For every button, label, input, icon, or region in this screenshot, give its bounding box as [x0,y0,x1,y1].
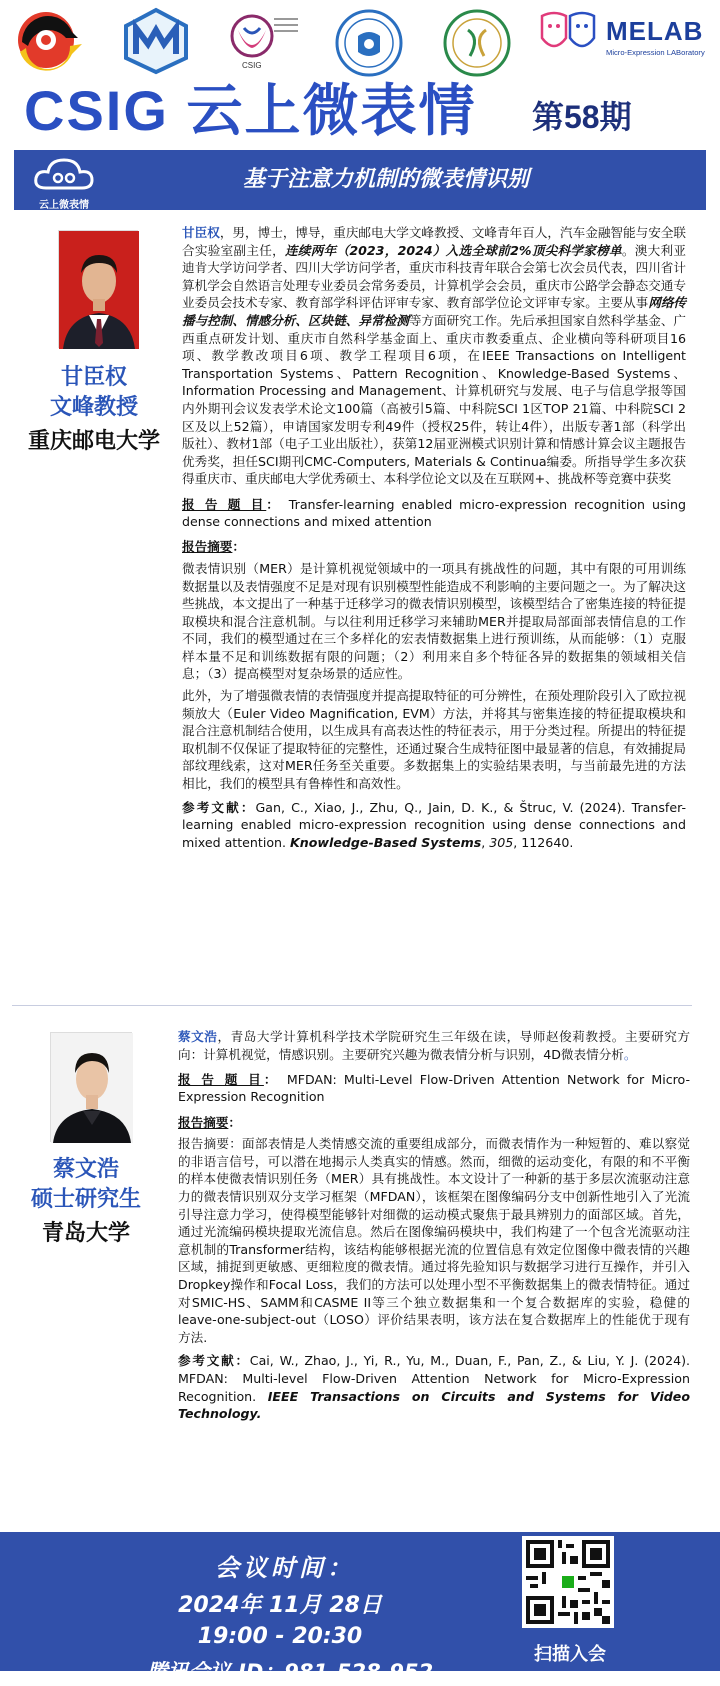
speaker-2-ref-journal: IEEE Transactions on Circuits and Systems for Video Technology. [178,1388,690,1422]
speaker-2-bio-text: ，青岛大学计算机科学技术学院研究生三年级在读，导师赵俊莉教授。主要研究方向：计算机视觉，情感识别。主要研究兴趣为微表情分析与识别，4D微表情分析 [178,1029,691,1062]
meeting-time-label: 会议时间： [215,1554,355,1582]
mask-icon [536,8,600,64]
speaker-2-content [178,1028,690,1423]
speaker-1-reference: 参考文献：Gan, C., Xiao, J., Zhu, Q., Jain, D. K., & Štruc, V. (2024). Transfer-learning enabled micro-expression recognition using dense connections and mixed attention. Knowledge-Based Systems, 305, 112640. [182,799,686,850]
meeting-date: 2024年 11月 28日 [178,1593,382,1618]
speaker-2-bio-name: 蔡文浩 [178,1029,218,1044]
speaker-1-org: 重庆邮电大学 [27,429,160,454]
speaker-2-abstract-label: 报告摘要 [178,1114,229,1130]
speaker-1-abstract-p1: 微表情识别（MER）是计算机视觉领域中的一项具有挑战性的问题，其中有限的可用训练数据量以及表情强度不足是对现有识别模型性能造成不利影响的主要问题之一。为了解决这些挑战，本文提出了一种基于迁移学习的微表情识别模型，该模型结合了密集连接的特征提取模块和混合注意机制。与以往利用迁移学习来辅助MER并提取局部面部表情信息的工作不同，我们的模型通过在三个多样化的宏表情数据集上进行预训练，从而能够：（1）克服样本量不足和训练数据有限的问题；（2）利用来自多个特征各异的数据集的领域相关信息；（3）提高模型对复杂场景的适应性。 [182,560,686,682]
speaker-1-abstract-header: 报告摘要： [182,539,245,555]
speaker-2-talk: 报 告 题 目： MFDAN: Multi-Level Flow-Driven Attention Network for Micro-Expression Recognition [178,1072,691,1105]
organization-logo-1 [12,8,90,70]
speaker-1-bio-text-b: 。澳大利亚迪肯大学访问学者、四川大学访问学者，重庆市科技青年联合会第七次会员代表，四川省计算机学会自然语言处理专业委员会常务委员，计算机学会会员，重庆市公路学会静态交通专业委员会技术专家、教育部学科评估评审专家、教育部学位论文评审专家。主要从事 [182,242,687,311]
speaker-1-name: 甘臣权 [60,365,127,390]
speaker-2-talk-label: 报 告 题 目 [178,1072,264,1088]
speaker-2-ref-text: Cai, W., Zhao, J., Yi, R., Yu, M., Duan, F., Pan, Z., & Liu, Y. J. (2024). MFDAN: Multi-level Flow-Driven Attention Network for Micro-Expression Recognition. [178,1353,691,1404]
topic-title: 基于注意力机制的微表情识别 [242,167,529,192]
speaker-1-bio-text-c: 等方面研究工作。先后承担国家自然科学基金、广西重点研发计划、重庆市自然科学基金面上、重庆市教委重点、企业横向等科研项目16项、教学教改项目6项、教学工程项目6项，在IEEE Transactions on Intelligent Transportation Systems、Pattern Recognition、Knowledge-Based Systems、Information Processing and Management、计算机研究与发展、电子与信息学报等国内外期刊会议发表学术论文100篇（高被引5篇、中科院SCI 1区TOP 21篇、中科院SCI 2区及以上52篇），申请国家发明专利49件（授权25件，转让4件），出版专著1部（科学出版社）、教材1部（电子工业出版社），获第12届亚洲模式识别计算和情感计算会议主题报告优秀奖，担任SCI期刊CMC-Computers, Materials & Continua编委。所指导学生多次获得重庆市、重庆邮电大学优秀硕士、本科学位论文以及在互联网+、挑战杯等竞赛中获奖 [182,312,687,487]
speaker-2-bio [178,1028,690,1063]
logo-row [0,0,720,78]
speaker-1-bio-text-a: ，男，博士，博导，重庆邮电大学文峰教授、文峰青年百人，汽车金融智能与安全联合实验室副主任， [182,225,687,258]
speaker-1-abstract-label: 报告摘要 [182,539,233,555]
speaker-1-ref-label: 参考文献 [182,799,241,815]
speaker-1-section [0,220,720,1000]
speaker-1-bio-name: 甘臣权 [182,225,220,240]
speaker-2-photo [50,1032,132,1142]
qr-code[interactable] [522,1536,614,1628]
meeting-id: 腾讯会议 ID：981-528-952 [146,1660,434,1684]
meeting-time: 19:00 - 20:30 [197,1624,363,1649]
speaker-1-content [182,224,686,851]
speaker-1-title: 文峰教授 [49,395,138,420]
speaker-2-abstract-p1: 报告摘要：面部表情是人类情感交流的重要组成部分，而微表情作为一种短暂的、难以察觉的非语言信号，可以潜在地揭示人类真实的情感。然而，细微的运动变化，有限的和不平衡的样本使微表情识别任务（MER）具有挑战性。本文设计了一种新的基于多层次流驱动注意力的微表情识别双分支学习框架（MFDAN），该框架在图像编码分支中创新性地引入了光流引导注意力学习，使得模型能够针对细微的运动模式聚焦于最具辨别力的面部区域。首先，通过光流编码模块提取光流信息。然后在图像编码模块中，我们构建了一个包含光流驱动注意机制的Transformer结构，该结构能够根据光流的位置信息有效定位图像中微表情的兴趣区域，捕捉到更敏感、更细粒度的微表情。通过将先验知识与数据学习进行互操作，并引入Dropkey操作和Focal Loss，我们的方法可以处理小型不平衡数据集上的微表情特征。通过对SMIC-HS、SAMM和CASME II等三个独立数据集和一个复合数据库的实验，稳健的leave-one-subject-out（LOSO）评价结果表明，该方法在复合数据库上的性能优于现有方法. [178,1136,690,1345]
person-icon [51,1033,133,1143]
speaker-1-ref-volume: 305 [489,834,514,850]
speaker-1-abstract-p2: 此外，为了增强微表情的表情强度并提高提取特征的可分辨性，在预处理阶段引入了欧拉视频放大（Euler Video Magnification, EVM）方法，并将其与密集连接的特征提取模块和混合注意机制结合使用，以生成具有高表达性的特征表示，用于分类过程。所提出的特征提取机制不仅保证了提取特征的完整性，还通过聚合生成特征图中最显著的信息，有效捕捉局部纹理线索，这对MER任务至关重要。多数据集上的实验结果表明，与当前最先进的方法相比，我们的模型具有鲁棒性和高效性。 [182,688,686,792]
meeting-footer [0,1532,720,1684]
speaker-2-section [0,1012,720,1532]
cloud-logo [28,152,100,211]
speaker-1-ref-sep: , [481,834,490,850]
cloud-logo-text: 云上微表情 [39,200,89,211]
speaker-2-abstract-header: 报告摘要： [178,1114,241,1130]
speaker-2-reference: 参考文献：Cai, W., Zhao, J., Yi, R., Yu, M., Duan, F., Pan, Z., & Liu, Y. J. (2024). MFDAN: Multi-level Flow-Driven Attention Network for Micro-Expression Recognition. IEEE Transactions on Circuits and Systems for Video Technology. [178,1353,691,1422]
speaker-2-title: 硕士研究生 [30,1187,141,1212]
svg-text:CSIG: CSIG [242,61,262,70]
page-title: CSIG 云上微表情 [24,79,477,142]
speaker-2-org: 青岛大学 [41,1221,130,1246]
scan-to-join-label: 扫描入会 [534,1644,606,1665]
society-logo [440,8,514,78]
speaker-2-talk-title: MFDAN: Multi-Level Flow-Driven Attention Network for Micro-Expression Recognition [178,1072,691,1105]
melab-wordmark: MELAB [606,16,704,46]
speaker-2-bio-dot: 。 [623,1046,637,1062]
qr-code-icon [522,1536,614,1628]
melab-logo [536,8,716,68]
melab-subtitle: Micro-Expression LABoratory [606,48,705,57]
speaker-1-talk-title: Transfer-learning enabled micro-expression recognition using dense connections and mixed attention [182,496,686,530]
speaker-1-ref-journal: Knowledge-Based Systems [290,834,482,850]
speaker-1-talk-label: 报 告 题 目 [182,496,267,512]
speaker-1-bio [182,224,686,488]
person-icon [59,231,139,349]
speaker-1-bio-highlight-1: 连续两年（2023，2024）入选全球前2%顶尖科学家榜单 [285,242,622,258]
speaker-1-photo [58,230,138,348]
issue-number: 第58期 [532,99,632,135]
speaker-1-bio-highlight-2: 网络传播与控制、情感分析、区块链、异常检测 [182,295,687,328]
cloud-icon [28,152,100,196]
section-divider [12,1005,692,1006]
topic-banner [14,150,706,210]
speaker-1-ref-pages: , 112640. [513,834,574,850]
speaker-2-name: 蔡文浩 [52,1157,119,1182]
speaker-2-ref-label: 参考文献 [178,1353,236,1369]
speaker-1-ref-text: Gan, C., Xiao, J., Zhu, Q., Jain, D. K., & Štruc, V. (2024). Transfer-learning enabled micro-expression recognition using dense connections and mixed attention. [182,799,686,850]
csig-logo [226,8,300,74]
speaker-1-talk: 报 告 题 目： Transfer-learning enabled micro-expression recognition using dense connections and mixed attention [182,496,686,530]
organization-logo-2 [122,8,190,74]
institute-logo [332,8,406,78]
